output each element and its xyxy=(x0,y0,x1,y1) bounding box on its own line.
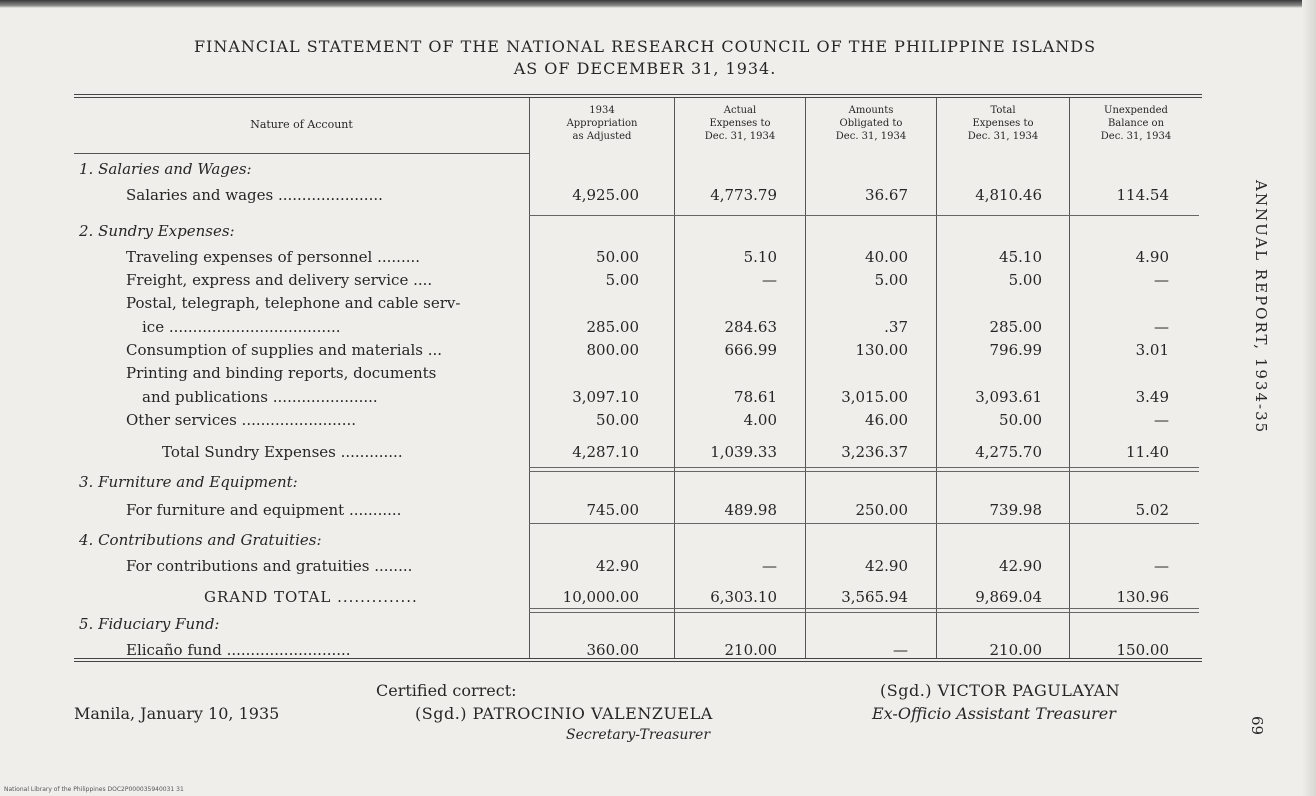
account-item-label: Elicaño fund .......................... xyxy=(126,641,351,659)
amount-cell: 9,869.04 xyxy=(975,588,1042,606)
header-line: Actual xyxy=(723,105,757,116)
account-item-label: Consumption of supplies and materials ... xyxy=(126,341,443,359)
grand-total-rule xyxy=(529,608,1199,613)
account-section-label: 4. Contributions and Gratuities: xyxy=(79,531,322,549)
amount-cell: 3,093.61 xyxy=(975,388,1042,406)
amount-cell: 796.99 xyxy=(989,341,1042,359)
amount-cell: — xyxy=(893,641,908,659)
account-section-label: 3. Furniture and Equipment: xyxy=(79,473,298,491)
amount-cell: 5.02 xyxy=(1135,501,1169,519)
amount-cell: 1,039.33 xyxy=(710,443,777,461)
account-item-label-continued: ice .................................... xyxy=(142,318,341,336)
header-actual-expenses xyxy=(675,104,805,143)
grand-total-label: GRAND TOTAL .............. xyxy=(204,588,418,606)
amount-cell: 800.00 xyxy=(586,341,639,359)
amount-cell: .37 xyxy=(884,318,908,336)
amount-cell: 360.00 xyxy=(586,641,639,659)
signature-pagulayan: (Sgd.) VICTOR PAGULAYAN xyxy=(880,681,1121,700)
header-line: Amounts xyxy=(848,105,894,116)
amount-cell: 78.61 xyxy=(734,388,777,406)
account-item-label: Printing and binding reports, documents xyxy=(126,364,437,382)
amount-cell: 285.00 xyxy=(586,318,639,336)
account-section-label: 5. Fiduciary Fund: xyxy=(79,615,220,633)
header-line: Unexpended xyxy=(1104,105,1168,116)
amount-cell: 3.49 xyxy=(1135,388,1169,406)
amount-cell: 739.98 xyxy=(989,501,1042,519)
statement-date: AS OF DECEMBER 31, 1934. xyxy=(513,59,777,78)
amount-cell: 46.00 xyxy=(865,411,908,429)
amount-cell: 42.90 xyxy=(865,557,908,575)
header-total-expenses xyxy=(937,104,1069,143)
header-line: Appropriation xyxy=(566,118,638,129)
certified-correct: Certified correct: xyxy=(376,681,517,700)
account-section-label: 1. Salaries and Wages: xyxy=(79,160,252,178)
amount-cell: 3.01 xyxy=(1135,341,1169,359)
header-rule xyxy=(74,153,529,154)
amount-cell: 3,015.00 xyxy=(841,388,908,406)
amount-cell: 4.90 xyxy=(1135,248,1169,266)
amount-cell: 285.00 xyxy=(989,318,1042,336)
subtotal-rule xyxy=(529,467,1199,472)
header-line: Expenses to xyxy=(972,118,1034,129)
amount-cell: 6,303.10 xyxy=(710,588,777,606)
amount-cell: 42.90 xyxy=(999,557,1042,575)
amount-cell: 210.00 xyxy=(989,641,1042,659)
amount-cell: 4,773.79 xyxy=(710,186,777,204)
catalog-line: National Library of the Philippines DOC2P000035940031 31 xyxy=(4,786,184,793)
amount-cell: — xyxy=(762,557,777,575)
amount-cell: 5.00 xyxy=(605,271,639,289)
amount-cell: 4,275.70 xyxy=(975,443,1042,461)
page-number: 69 xyxy=(1248,716,1266,736)
account-item-label: Traveling expenses of personnel ......... xyxy=(126,248,421,266)
amount-cell: 45.10 xyxy=(999,248,1042,266)
amount-cell: 42.90 xyxy=(596,557,639,575)
amount-cell: 3,236.37 xyxy=(841,443,908,461)
amount-cell: 5.00 xyxy=(1008,271,1042,289)
account-item-label: For contributions and gratuities ........ xyxy=(126,557,413,575)
amount-cell: 284.63 xyxy=(724,318,777,336)
amount-cell: 250.00 xyxy=(855,501,908,519)
title-assistant-treasurer: Ex-Officio Assistant Treasurer xyxy=(872,704,1116,723)
header-line: Balance on xyxy=(1107,118,1165,129)
account-section-label: 2. Sundry Expenses: xyxy=(79,222,235,240)
header-line: Dec. 31, 1934 xyxy=(704,131,776,142)
amount-cell: 50.00 xyxy=(596,411,639,429)
account-item-label: Salaries and wages ...................... xyxy=(126,186,383,204)
amount-cell: 5.10 xyxy=(743,248,777,266)
account-item-label: Other services ........................ xyxy=(126,411,356,429)
amount-cell: 666.99 xyxy=(724,341,777,359)
amount-cell: — xyxy=(1154,271,1169,289)
amount-cell: — xyxy=(1154,318,1169,336)
place-date: Manila, January 10, 1935 xyxy=(74,704,280,723)
amount-cell: 3,097.10 xyxy=(572,388,639,406)
amount-cell: 4.00 xyxy=(743,411,777,429)
header-line: Total xyxy=(990,105,1016,116)
header-nature-of-account: Nature of Account xyxy=(250,118,353,131)
header-line: Dec. 31, 1934 xyxy=(1100,131,1172,142)
financial-statement-table xyxy=(74,94,1202,662)
account-item-label-continued: and publications ...................... xyxy=(142,388,378,406)
amount-cell: 11.40 xyxy=(1126,443,1169,461)
amount-cell: 210.00 xyxy=(724,641,777,659)
amount-cell: 130.00 xyxy=(855,341,908,359)
amount-cell: 130.96 xyxy=(1116,588,1169,606)
amount-cell: 5.00 xyxy=(874,271,908,289)
amount-cell: 4,810.46 xyxy=(975,186,1042,204)
row-rule xyxy=(529,523,1199,524)
amount-cell: 4,925.00 xyxy=(572,186,639,204)
header-line: Dec. 31, 1934 xyxy=(967,131,1039,142)
title-secretary-treasurer: Secretary-Treasurer xyxy=(566,727,711,743)
amount-cell: 36.67 xyxy=(865,186,908,204)
amount-cell: 489.98 xyxy=(724,501,777,519)
account-item-label: Postal, telegraph, telephone and cable serv- xyxy=(126,294,461,312)
amount-cell: 50.00 xyxy=(999,411,1042,429)
header-line: 1934 xyxy=(589,105,615,116)
account-item-label: Freight, express and delivery service .... xyxy=(126,271,433,289)
statement-title: FINANCIAL STATEMENT OF THE NATIONAL RESEARCH COUNCIL OF THE PHILIPPINE ISLANDS xyxy=(193,37,1097,56)
scan-top-edge xyxy=(0,0,1316,8)
scan-right-edge xyxy=(1302,0,1316,796)
header-unexpended-balance xyxy=(1070,104,1202,143)
header-line: as Adjusted xyxy=(572,131,632,142)
amount-cell: 4,287.10 xyxy=(572,443,639,461)
amount-cell: 40.00 xyxy=(865,248,908,266)
amount-cell: 3,565.94 xyxy=(841,588,908,606)
row-rule xyxy=(529,215,1199,216)
account-item-label: For furniture and equipment ........... xyxy=(126,501,402,519)
amount-cell: 150.00 xyxy=(1116,641,1169,659)
signature-valenzuela: (Sgd.) PATROCINIO VALENZUELA xyxy=(415,704,713,723)
header-line: Expenses to xyxy=(709,118,771,129)
amount-cell: — xyxy=(762,271,777,289)
amount-cell: — xyxy=(1154,411,1169,429)
header-line: Obligated to xyxy=(839,118,903,129)
running-head: ANNUAL REPORT, 1934-35 xyxy=(1252,180,1270,435)
amount-cell: — xyxy=(1154,557,1169,575)
header-line: Dec. 31, 1934 xyxy=(835,131,907,142)
total-row-label: Total Sundry Expenses ............. xyxy=(162,443,403,461)
header-amounts-obligated xyxy=(806,104,936,143)
amount-cell: 114.54 xyxy=(1116,186,1169,204)
header-appropriation xyxy=(530,104,674,143)
amount-cell: 50.00 xyxy=(596,248,639,266)
amount-cell: 10,000.00 xyxy=(562,588,639,606)
amount-cell: 745.00 xyxy=(586,501,639,519)
